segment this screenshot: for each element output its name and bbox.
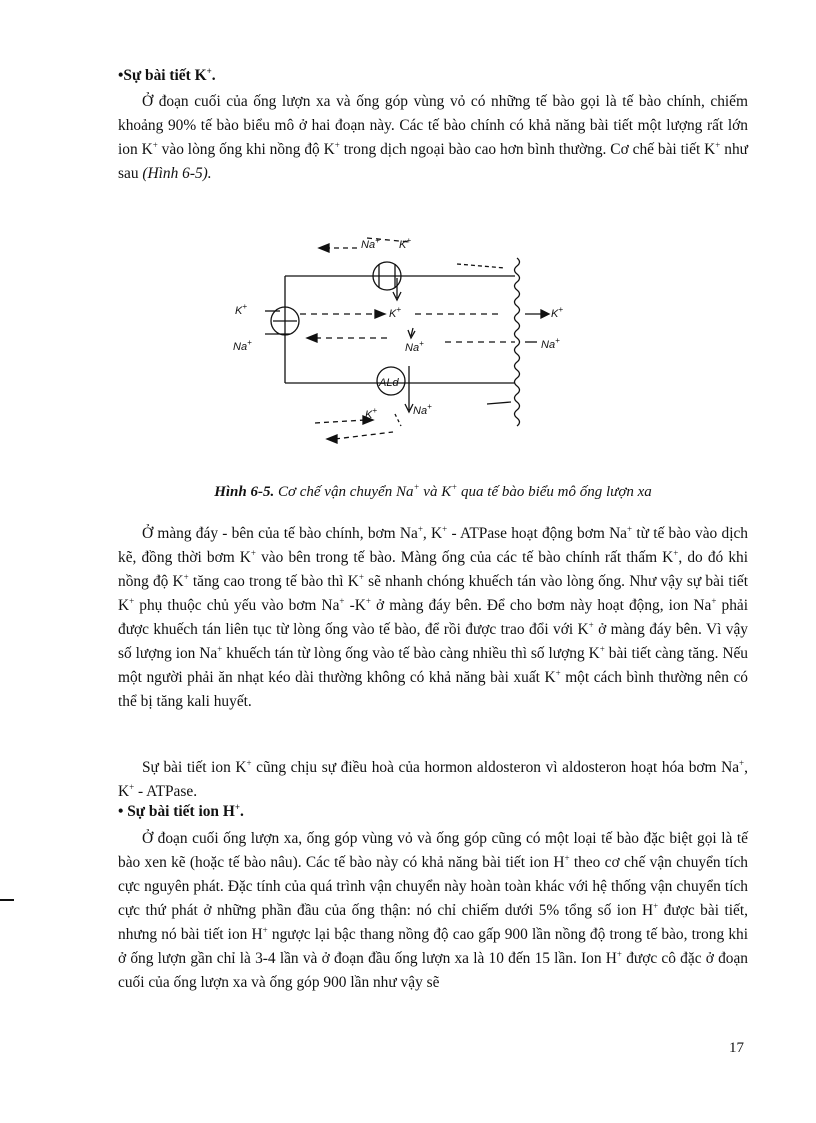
na-k-transport-diagram bbox=[225, 218, 585, 448]
label-k-top: K+ bbox=[399, 236, 412, 251]
label-na-bottom: Na+ bbox=[413, 402, 432, 417]
page-number: 17 bbox=[729, 1040, 744, 1056]
label-na-left: Na+ bbox=[233, 338, 252, 353]
paragraph-basolateral-pump: Ở màng đáy - bên của tế bào chính, bơm Na+, K+ - ATPase hoạt động bơm Na+ từ tế bào vào dịch kẽ, đồng thời bơm K+ vào bên trong tế bào. Màng ống của các tế bào chính rất thấm K+, do đó khi nồng độ K+ tăng cao trong tế bào thì K+ sẽ nhanh chóng khuếch tán vào lòng ống. Như vậy sự bài tiết K+ phụ thuộc chủ yếu vào bơm Na+ -K+ ở màng đáy bên. Để cho bơm này hoạt động, ion Na+ phải được khuếch tán liên tục từ lòng ống vào tế bào, để rồi được trao đổi với K+ ở màng đáy bên. Vì vậy số lượng ion Na+ khuếch tán từ lòng ống vào tế bào càng nhiều thì số lượng K+ bài tiết càng tăng. Nếu một người phải ăn nhạt kéo dài thường không có khả năng bài xuất K+ một cách bình thường nên có thể bị tăng kali huyết. bbox=[118, 524, 749, 710]
label-na-right: Na+ bbox=[541, 336, 560, 351]
label-k-middle: K+ bbox=[389, 305, 402, 320]
paragraph-k-secretion: Ở đoạn cuối của ống lượn xa và ống góp vùng vỏ có những tế bào gọi là tế bào chính, chiếm khoảng 90% tế bào biểu mô ở hai đoạn này. Các tế bào chính có khả năng bài tiết một lượng rất lớn ion K+ vào lòng ống khi nồng độ K+ trong dịch ngoại bào cao hơn bình thường. Cơ chế bài tiết K+ như sau (Hình 6-5). bbox=[118, 93, 748, 182]
label-k-left: K+ bbox=[235, 302, 248, 317]
label-na-top: Na+ bbox=[361, 236, 380, 251]
label-ald: ALd bbox=[379, 377, 399, 389]
label-na-middle: Na+ bbox=[405, 339, 424, 354]
margin-mark bbox=[0, 899, 14, 901]
luminal-membrane bbox=[515, 258, 520, 426]
heading-k-secretion: •Sự bài tiết K+. bbox=[118, 66, 216, 84]
paragraph-aldosterone: Sự bài tiết ion K+ cũng chịu sự điều hoà của hormon aldosteron vì aldosteron hoạt hóa bơm Na+, K+ - ATPase. bbox=[118, 758, 748, 800]
figure-caption: Hình 6-5. Cơ chế vận chuyển Na+ và K+ qua tế bào biểu mô ống lượn xa bbox=[214, 482, 652, 500]
heading-h-secretion: • Sự bài tiết ion H+. bbox=[118, 802, 244, 820]
label-k-right: K+ bbox=[551, 305, 564, 320]
paragraph-h-secretion: Ở đoạn cuối ống lượn xa, ống góp vùng vỏ và ống góp cũng có một loại tế bào đặc biệt gọi là tế bào xen kẽ (hoặc tế bào nâu). Các tế bào này có khả năng bài tiết ion H+ theo cơ chế vận chuyển tích cực nguyên phát. Đặc tính của quá trình vận chuyển này hoàn toàn khác với hệ thống vận chuyển tích cực thứ phát ở những phần đầu của ống thận: nó chỉ chiếm dưới 5% tổng số ion H+ được bài tiết, nhưng nó bài tiết ion H+ ngược lại bậc thang nồng độ cao gấp 900 lần nồng độ trong tế bào, trong khi ở ống lượn gần chỉ là 3-4 lần và ở đoạn đầu ống lượn xa là 10 đến 15 lần. Ion H+ được cô đặc ở đoạn cuối của ống lượn xa và ống góp 900 lần như vậy sẽ bbox=[118, 830, 749, 991]
label-k-bottom: K+ bbox=[365, 406, 378, 421]
